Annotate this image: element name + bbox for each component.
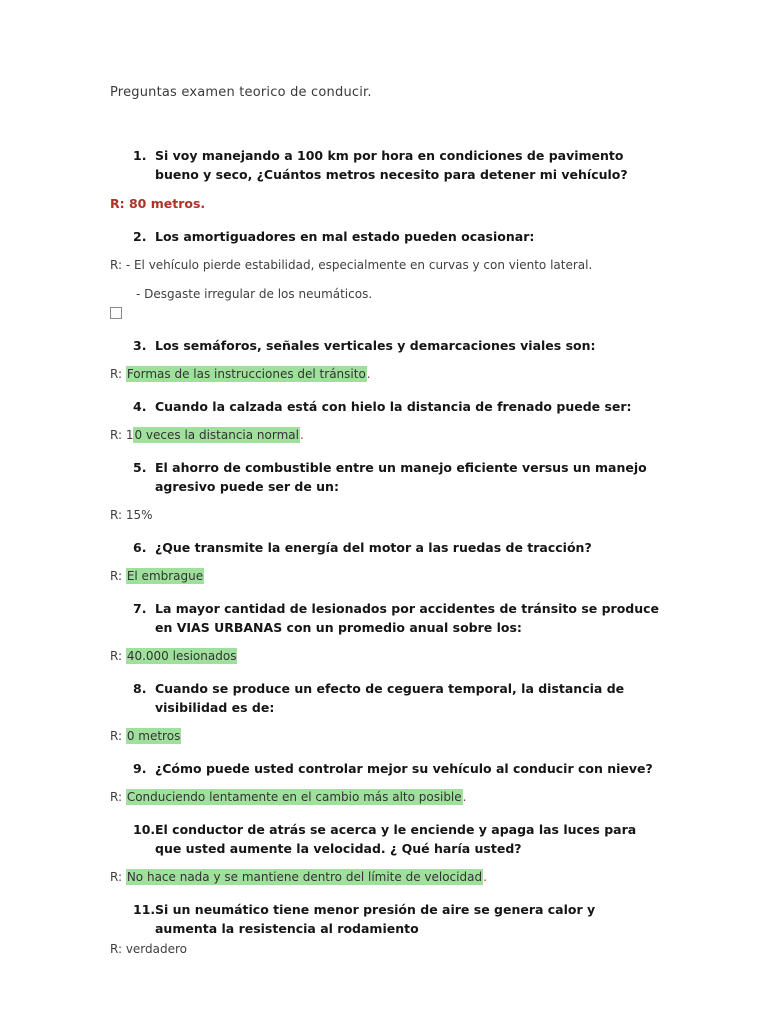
answer-line <box>110 868 663 887</box>
answer-text: R: 15% <box>110 508 153 522</box>
question-text: Si un neumático tiene menor presión de aire se genera calor y aumenta la resistencia al rodamiento <box>155 902 596 936</box>
question <box>110 397 663 416</box>
question-number: 7. <box>133 601 147 616</box>
empty-checkbox[interactable] <box>110 307 122 319</box>
answer-group <box>110 506 663 525</box>
question-text: Cuando se produce un efecto de ceguera temporal, la distancia de visibilidad es de: <box>155 681 625 715</box>
answer-text: R: 80 metros. <box>110 196 206 211</box>
answer-text: - Desgaste irregular de los neumáticos. <box>136 287 373 301</box>
answer-text: . <box>462 790 467 804</box>
question-list <box>110 146 663 959</box>
question <box>110 146 663 184</box>
question-number: 1. <box>133 148 147 163</box>
answer-line <box>110 194 663 214</box>
answer-line <box>110 506 663 525</box>
question-text: La mayor cantidad de lesionados por accidentes de tránsito se produce en VIAS URBANAS con un promedio anual sobre los: <box>155 601 660 635</box>
question-text: Los semáforos, señales verticales y demarcaciones viales son: <box>155 338 596 353</box>
question-text: ¿Que transmite la energía del motor a las ruedas de tracción? <box>155 540 592 555</box>
question-block <box>110 336 663 384</box>
answer-highlight: Conduciendo lentamente en el cambio más alto posible <box>126 790 462 804</box>
question-number: 11. <box>133 902 156 917</box>
question <box>110 458 663 496</box>
answer-text: R: <box>110 870 126 884</box>
question-block <box>110 458 663 525</box>
answer-text: R: <box>110 649 126 663</box>
question <box>110 538 663 557</box>
answer-text: R: <box>110 729 126 743</box>
answer-highlight: El embrague <box>126 569 204 583</box>
answer-text: R: verdadero <box>110 942 188 956</box>
question-number: 10. <box>133 822 156 837</box>
answer-group <box>110 365 663 384</box>
document-title: Preguntas examen teorico de conducir. <box>110 85 372 100</box>
answer-highlight: 0 metros <box>126 729 181 743</box>
answer-line <box>110 365 663 384</box>
question <box>110 679 663 717</box>
question-block <box>110 820 663 887</box>
answer-text: R: - El vehículo pierde estabilidad, especialmente en curvas y con viento lateral. <box>110 258 593 272</box>
answer-text: . <box>366 367 371 381</box>
question-number: 9. <box>133 761 147 776</box>
answer-highlight: No hace nada y se mantiene dentro del límite de velocidad <box>126 870 483 884</box>
answer-line <box>110 567 663 586</box>
answer-line <box>110 285 663 304</box>
answer-text: . <box>299 428 304 442</box>
question-block <box>110 759 663 807</box>
question-number: 8. <box>133 681 147 696</box>
answer-group <box>110 194 663 214</box>
answer-line <box>110 256 663 275</box>
answer-group <box>110 567 663 586</box>
answer-text: R: 1 <box>110 428 134 442</box>
answer-line <box>110 940 663 959</box>
answer-highlight: 0 veces la distancia normal <box>134 428 299 442</box>
question-number: 6. <box>133 540 147 555</box>
question-block <box>110 599 663 666</box>
question <box>110 820 663 858</box>
answer-text: R: <box>110 569 126 583</box>
question-text: ¿Cómo puede usted controlar mejor su vehículo al conducir con nieve? <box>155 761 653 776</box>
answer-line <box>110 727 663 746</box>
answer-text: R: <box>110 367 126 381</box>
question-number: 2. <box>133 229 147 244</box>
answer-group <box>110 940 663 959</box>
question-block <box>110 227 663 319</box>
question <box>110 336 663 355</box>
answer-line <box>110 788 663 807</box>
question-text: Si voy manejando a 100 km por hora en condiciones de pavimento bueno y seco, ¿Cuántos metros necesito para detener mi vehículo? <box>155 148 628 182</box>
answer-group <box>110 727 663 746</box>
answer-group <box>110 256 663 319</box>
question-number: 5. <box>133 460 147 475</box>
question-block <box>110 146 663 214</box>
question-block <box>110 397 663 445</box>
answer-group <box>110 788 663 807</box>
question-text: El conductor de atrás se acerca y le enciende y apaga las luces para que usted aumente la velocidad. ¿ Qué haría usted? <box>155 822 637 856</box>
question-block <box>110 538 663 586</box>
answer-group <box>110 647 663 666</box>
question-number: 4. <box>133 399 147 414</box>
question-block <box>110 900 663 959</box>
question-block <box>110 679 663 746</box>
question-text: Los amortiguadores en mal estado pueden ocasionar: <box>155 229 535 244</box>
question-number: 3. <box>133 338 147 353</box>
answer-line <box>110 426 663 445</box>
answer-text: . <box>483 870 487 884</box>
answer-group <box>110 426 663 445</box>
question-text: Cuando la calzada está con hielo la distancia de frenado puede ser: <box>155 399 632 414</box>
question <box>110 759 663 778</box>
question <box>110 227 663 246</box>
answer-text: R: <box>110 790 126 804</box>
answer-highlight: 40.000 lesionados <box>126 649 237 663</box>
answer-group <box>110 868 663 887</box>
question <box>110 900 663 938</box>
answer-highlight: Formas de las instrucciones del tránsito <box>126 367 366 381</box>
question-text: El ahorro de combustible entre un manejo eficiente versus un manejo agresivo puede ser de un: <box>155 460 647 494</box>
answer-line <box>110 647 663 666</box>
question <box>110 599 663 637</box>
